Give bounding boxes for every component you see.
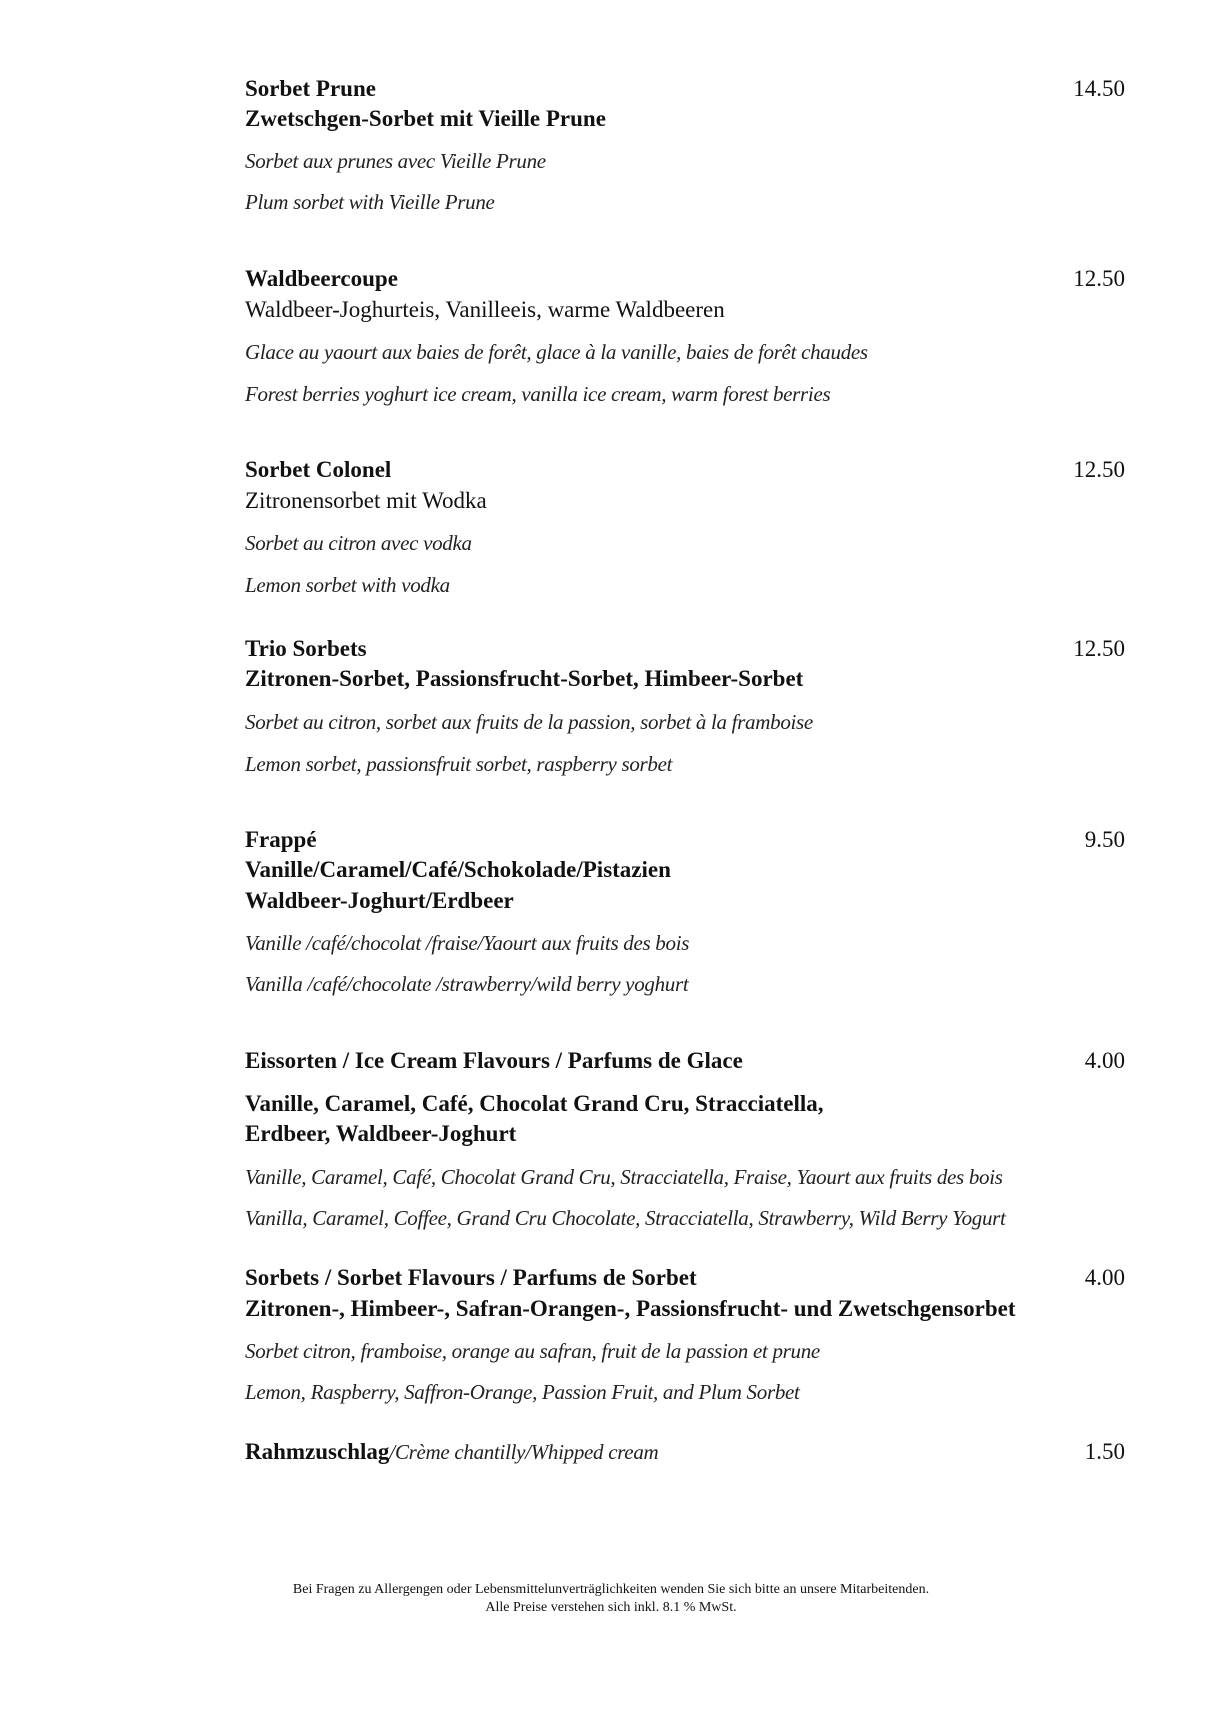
item-description-en: Vanilla, Caramel, Coffee, Grand Cru Chocolate, Stracciatella, Strawberry, Wild Berry Yogurt xyxy=(245,1206,1006,1230)
item-price: 12.50 xyxy=(1073,266,1125,291)
supplement-line xyxy=(245,1437,658,1467)
item-description-de: Zitronensorbet mit Wodka xyxy=(245,488,487,513)
item-title: Sorbets / Sorbet Flavours / Parfums de Sorbet xyxy=(245,1265,697,1290)
item-description-de: Vanille/Caramel/Café/Schokolade/Pistazien xyxy=(245,857,671,882)
supplement-translations: /Crème chantilly/Whipped cream xyxy=(389,1440,659,1464)
footer-allergen-note: Bei Fragen zu Allergengen oder Lebensmittelunverträglichkeiten wenden Sie sich bitte an unsere Mitarbeitenden. xyxy=(292,1582,930,1597)
item-price: 12.50 xyxy=(1073,636,1125,661)
item-description-de: Zitronen-Sorbet, Passionsfrucht-Sorbet, Himbeer-Sorbet xyxy=(245,666,804,691)
supplement-price: 1.50 xyxy=(1084,1439,1125,1464)
item-price: 4.00 xyxy=(1084,1265,1125,1290)
item-description-de: Waldbeer-Joghurteis, Vanilleeis, warme Waldbeeren xyxy=(245,297,725,322)
item-description-en: Lemon, Raspberry, Saffron-Orange, Passion Fruit, and Plum Sorbet xyxy=(245,1380,800,1404)
item-title: Waldbeercoupe xyxy=(245,266,398,291)
supplement-title: Rahmzuschlag xyxy=(245,1439,390,1464)
footer-vat-note: Alle Preise verstehen sich inkl. 8.1 % MwSt. xyxy=(485,1600,737,1615)
item-description-en: Forest berries yoghurt ice cream, vanilla ice cream, warm forest berries xyxy=(245,382,831,406)
item-price: 14.50 xyxy=(1073,76,1125,101)
item-title: Frappé xyxy=(245,827,317,852)
item-description-fr: Vanille /café/chocolat /fraise/Yaourt aux fruits des bois xyxy=(245,931,690,955)
item-description-fr: Sorbet aux prunes avec Vieille Prune xyxy=(245,149,546,173)
item-title: Sorbet Prune xyxy=(245,76,376,101)
item-description-de: Vanille, Caramel, Café, Chocolat Grand Cru, Stracciatella, xyxy=(245,1091,824,1116)
item-price: 12.50 xyxy=(1073,457,1125,482)
item-title: Trio Sorbets xyxy=(245,636,367,661)
item-description-fr: Vanille, Caramel, Café, Chocolat Grand Cru, Stracciatella, Fraise, Yaourt aux fruits des bois xyxy=(245,1165,1003,1189)
item-description-fr: Sorbet au citron, sorbet aux fruits de la passion, sorbet à la framboise xyxy=(245,710,813,734)
item-description-de-2: Erdbeer, Waldbeer-Joghurt xyxy=(245,1121,517,1146)
item-description-de-2: Waldbeer-Joghurt/Erdbeer xyxy=(245,888,514,913)
item-description-fr: Sorbet au citron avec vodka xyxy=(245,531,472,555)
item-title: Eissorten / Ice Cream Flavours / Parfums de Glace xyxy=(245,1048,743,1073)
item-description-de: Zitronen-, Himbeer-, Safran-Orangen-, Passionsfrucht- und Zwetschgensorbet xyxy=(245,1296,1016,1321)
item-description-de: Zwetschgen-Sorbet mit Vieille Prune xyxy=(245,106,606,131)
item-description-en: Lemon sorbet, passionsfruit sorbet, raspberry sorbet xyxy=(245,752,673,776)
item-price: 4.00 xyxy=(1084,1048,1125,1073)
item-description-fr: Glace au yaourt aux baies de forêt, glace à la vanille, baies de forêt chaudes xyxy=(245,340,868,364)
item-description-en: Plum sorbet with Vieille Prune xyxy=(245,190,495,214)
item-description-fr: Sorbet citron, framboise, orange au safran, fruit de la passion et prune xyxy=(245,1339,820,1363)
item-title: Sorbet Colonel xyxy=(245,457,392,482)
item-description-en: Lemon sorbet with vodka xyxy=(245,573,450,597)
item-description-en: Vanilla /café/chocolate /strawberry/wild berry yoghurt xyxy=(245,972,689,996)
item-price: 9.50 xyxy=(1084,827,1125,852)
